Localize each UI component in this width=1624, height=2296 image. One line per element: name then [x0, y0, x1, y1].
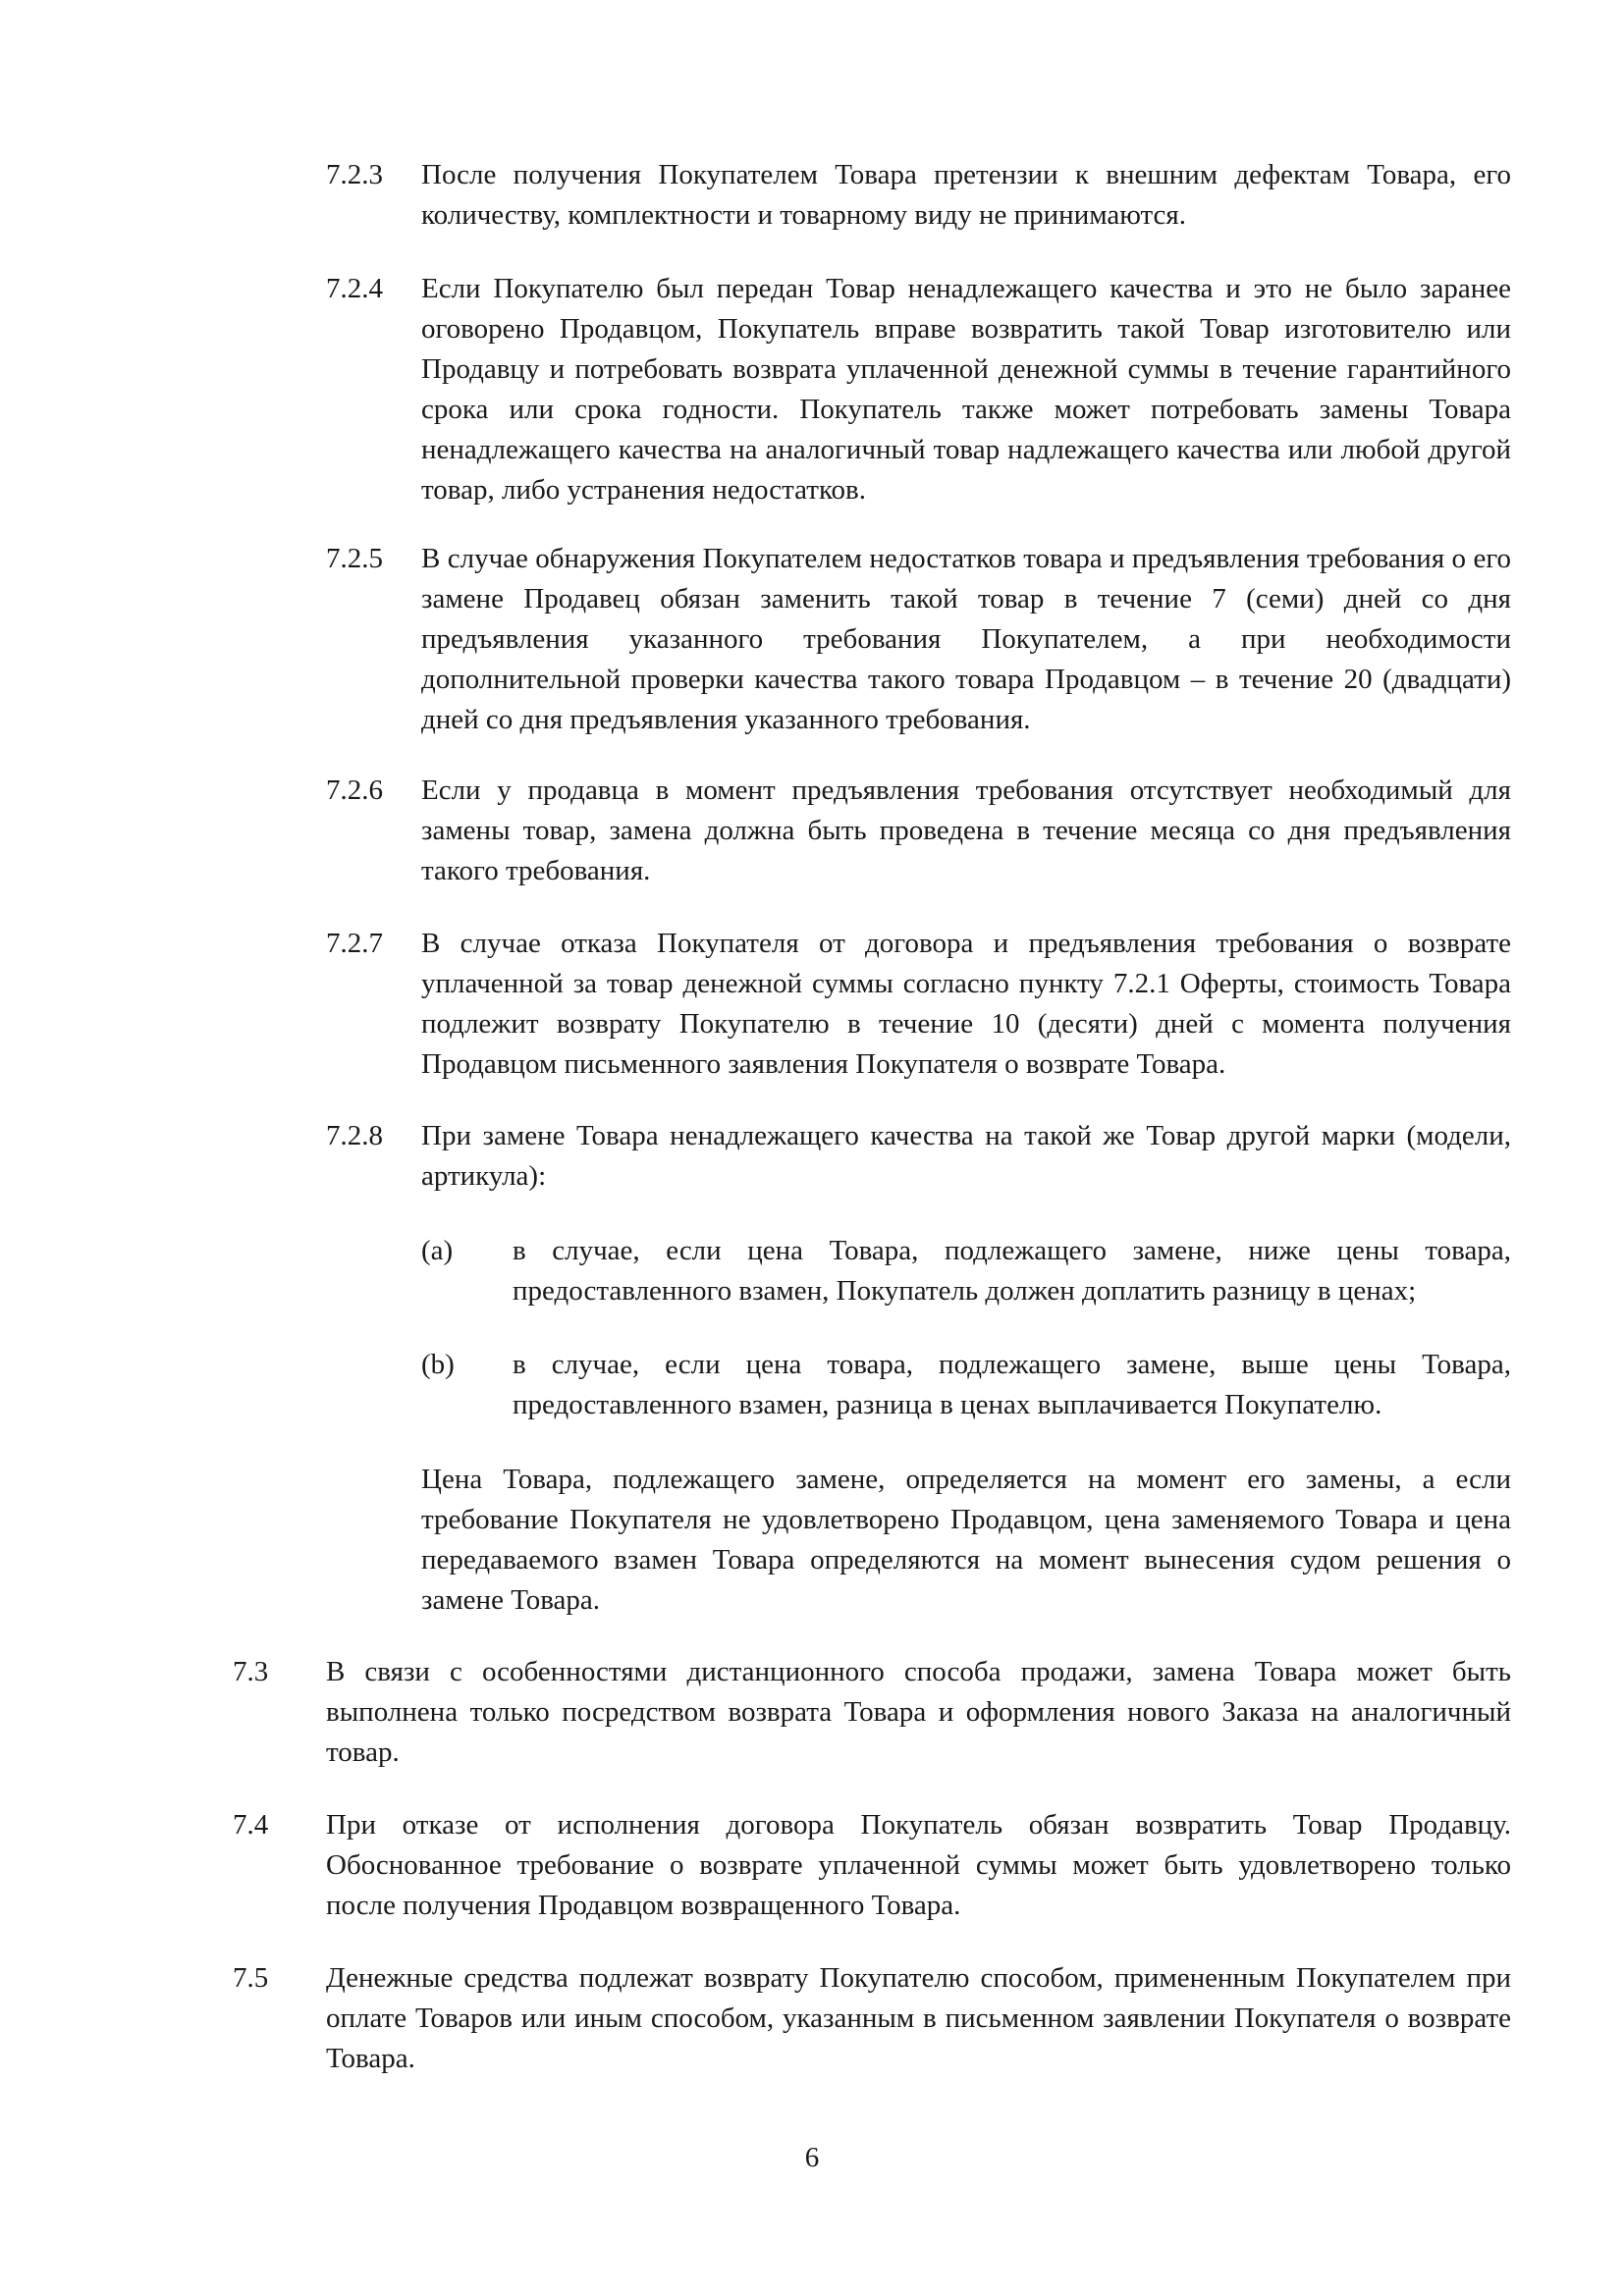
clause-text: Если у продавца в момент предъявления требования отсутствует необходимый для замены товар, замена должна быть проведена в течение месяца со дня предъявления такого требования. [421, 774, 1511, 886]
clause-number: 7.2.6 [326, 774, 383, 806]
clause-number: 7.2.8 [326, 1120, 383, 1151]
clause-text: При замене Товара ненадлежащего качества на такой же Товар другой марки (модели, артикула): [421, 1120, 1511, 1192]
page-number: 6 [804, 2142, 820, 2173]
section-text: Денежные средства подлежат возврату Покупателю способом, примененным Покупателем при оплате Товаров или иным способом, указанным в письменном заявлении Покупателя о возврате Товара. [326, 1962, 1511, 2074]
section-text: В связи с особенностями дистанционного способа продажи, замена Товара может быть выполнена только посредством возврата Товара и оформления нового Заказа на аналогичный товар. [326, 1656, 1511, 1768]
clause-text: В случае обнаружения Покупателем недостатков товара и предъявления требования о его замене Продавец обязан заменить такой товар в течение 7 (семи) дней со дня предъявления указанного требования Покупателем, а при необходимости дополнительной проверки качества такого товара Продавцом – в течение 20 (двадцати) дней со дня предъявления указанного требования. [421, 543, 1511, 735]
clause-number: 7.2.5 [326, 543, 383, 574]
clause-number: 7.2.7 [326, 928, 383, 959]
continuation-text: Цена Товара, подлежащего замене, определяется на момент его замены, а если требование Покупателя не удовлетворено Продавцом, цена заменяемого Товара и цена передаваемого взамен Товара определяются на момент вынесения судом решения о замене Товара. [421, 1464, 1511, 1616]
section-number: 7.3 [233, 1656, 269, 1687]
clause-text: После получения Покупателем Товара претензии к внешним дефектам Товара, его количеству, комплектности и товарному виду не принимаются. [421, 159, 1511, 231]
section-number: 7.4 [233, 1809, 269, 1841]
sub-item-text: в случае, если цена товара, подлежащего замене, выше цены Товара, предоставленного взамен, разница в ценах выплачивается Покупателю. [513, 1349, 1511, 1420]
sub-item-text: в случае, если цена Товара, подлежащего замене, ниже цены товара, предоставленного взамен, Покупатель должен доплатить разницу в ценах; [513, 1235, 1511, 1307]
clause-number: 7.2.3 [326, 159, 383, 190]
clause-text: Если Покупателю был передан Товар ненадлежащего качества и это не было заранее оговорено Продавцом, Покупатель вправе возвратить такой Товар изготовителю или Продавцу и потребовать возврата уплаченной денежной суммы в течение гарантийного срока или срока годности. Покупатель также может потребовать замены Товара ненадлежащего качества на аналогичный товар надлежащего качества или любой другой товар, либо устранения недостатков. [421, 273, 1511, 506]
section-text: При отказе от исполнения договора Покупатель обязан возвратить Товар Продавцу. Обоснованное требование о возврате уплаченной суммы может быть удовлетворено только после получения Продавцом возвращенного Товара. [326, 1809, 1511, 1921]
clause-number: 7.2.4 [326, 273, 383, 304]
sub-item-label: (a) [421, 1235, 454, 1266]
sub-item-label: (b) [421, 1349, 455, 1380]
section-number: 7.5 [233, 1962, 269, 1994]
clause-text: В случае отказа Покупателя от договора и предъявления требования о возврате уплаченной за товар денежной суммы согласно пункту 7.2.1 Оферты, стоимость Товара подлежит возврату Покупателю в течение 10 (десяти) дней с момента получения Продавцом письменного заявления Покупателя о возврате Товара. [421, 928, 1511, 1080]
